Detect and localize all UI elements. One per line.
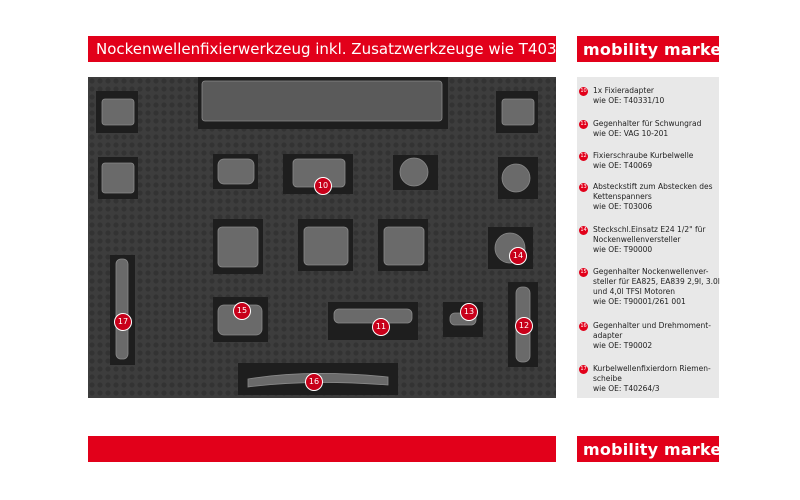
legend-line: scheibe [593,374,622,383]
photo-marker-17: 17 [114,313,132,331]
brand-logo-text [583,440,737,459]
legend-line: Steckschl.Einsatz E24 1/2" für [593,225,706,234]
legend-text [593,364,719,394]
brand-tm: ™ [730,440,737,447]
legend-number-badge: 10 [580,88,587,94]
legend-text [593,225,719,255]
legend-line: wie OE: T40069 [593,161,653,170]
legend-line: wie OE: T03006 [593,202,653,211]
page-title: Nockenwellenfixierwerkzeug inkl. Zusatzwerkzeuge wie T40331 [96,40,576,58]
legend-line: steller für EA825, EA839 2,9l, 3.0l [593,277,720,286]
legend-line: wie OE: T90000 [593,245,653,254]
photo-marker-15: 15 [233,302,251,320]
tool-case-illustration [88,77,556,398]
legend-number-badge: 16 [580,323,587,329]
brand-logo-bottom [577,436,737,462]
legend-number-badge: 15 [580,269,587,275]
title-bar [88,36,576,62]
brand-tm: ™ [730,40,737,47]
legend-line: Gegenhalter und Drehmoment- [593,321,711,330]
legend-line: Fixierschraube Kurbelwelle [593,151,694,160]
legend-line: wie OE: T40264/3 [593,384,660,393]
legend-line: wie OE: VAG 10-201 [593,129,669,138]
footer-bar [88,436,556,462]
legend-line: wie OE: T40331/10 [593,96,665,105]
legend-line: Absteckstift zum Abstecken des [593,182,713,191]
legend-number-badge: 17 [580,366,587,372]
legend-text [593,182,719,212]
legend-text [593,119,719,139]
brand-logo-text [583,40,737,59]
legend-line: Kurbelwellenfixierdorn Riemen- [593,364,711,373]
photo-marker-10: 10 [314,177,332,195]
legend-text [593,321,719,351]
photo-marker-14: 14 [509,247,527,265]
brand-logo-top [577,36,737,62]
brand-name: mobility market [583,440,730,459]
legend-number-badge: 12 [580,153,587,159]
legend-line: und 4,0l TFSI Motoren [593,287,676,296]
product-photo [88,77,556,398]
legend-line: wie OE: T90002 [593,341,653,350]
legend-line: Kettenspanners [593,192,652,201]
photo-marker-13: 13 [460,303,478,321]
brand-name: mobility market [583,40,730,59]
photo-marker-11: 11 [372,318,390,336]
photo-marker-12: 12 [515,317,533,335]
legend-line: Gegenhalter für Schwungrad [593,119,702,128]
photo-marker-16: 16 [305,373,323,391]
legend-line: adapter [593,331,623,340]
legend-text [593,267,719,307]
legend-number-badge: 14 [580,227,587,233]
legend-text [593,86,719,106]
legend-line: 1x Fixieradapter [593,86,655,95]
legend-line: wie OE: T90001/261 001 [593,297,686,306]
legend-line: Gegenhalter Nockenwellenver- [593,267,709,276]
legend-text [593,151,719,171]
legend-panel [577,77,719,398]
legend-line: Nockenwellenversteller [593,235,681,244]
legend-number-badge: 11 [580,121,587,127]
legend-number-badge: 13 [580,184,587,190]
